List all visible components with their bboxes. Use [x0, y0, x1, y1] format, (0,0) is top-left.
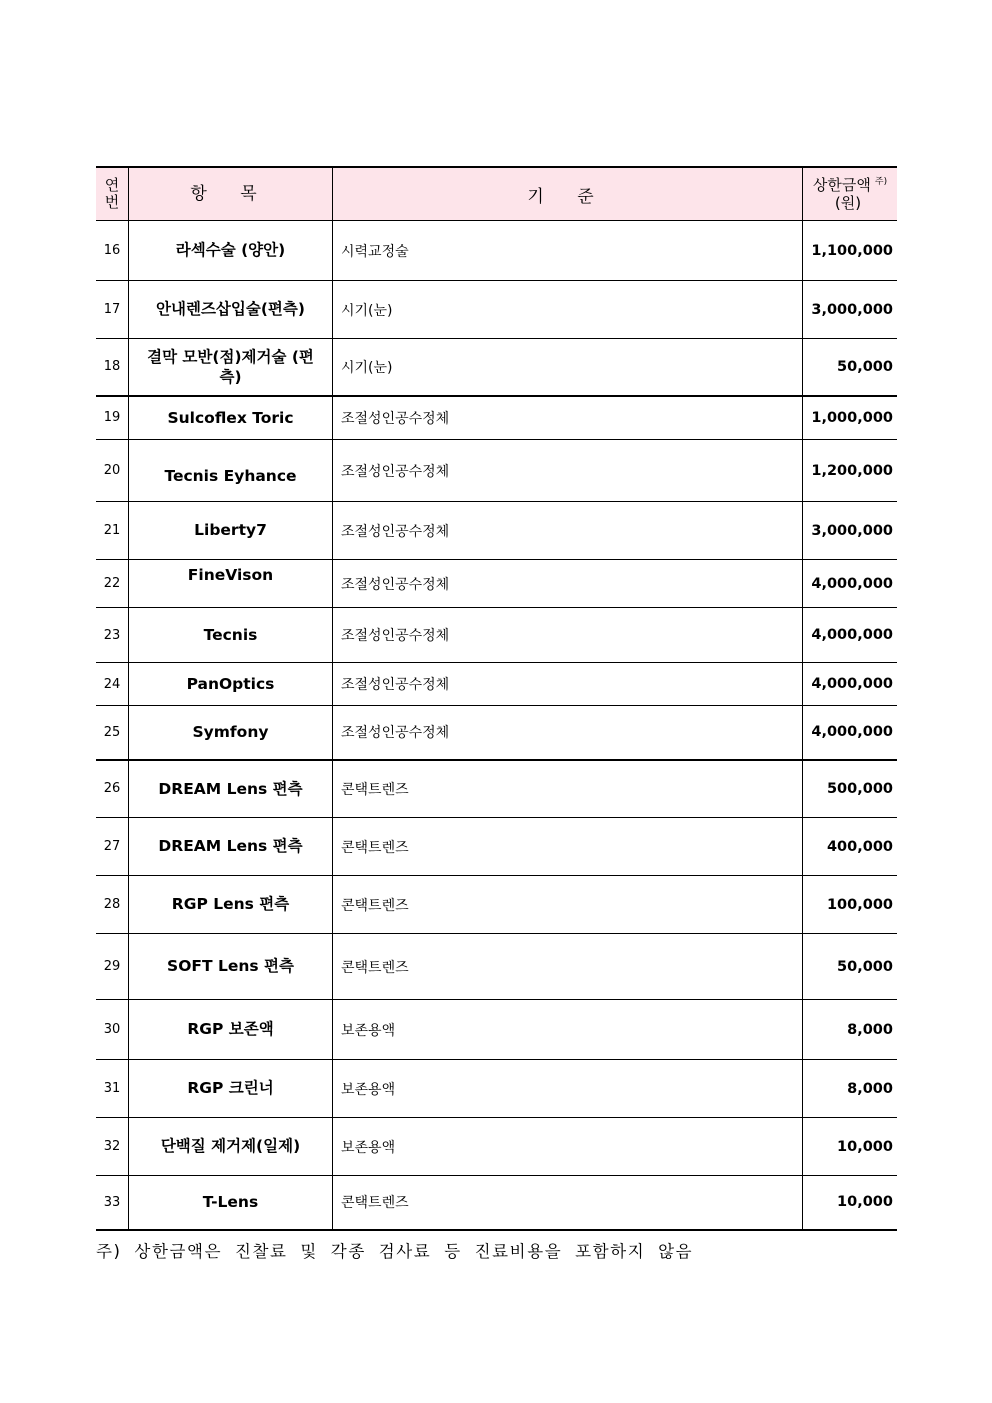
table-row — [96, 339, 897, 396]
row-criteria: 조절성인공수정체 — [333, 663, 803, 706]
row-criteria: 시력교정술 — [333, 221, 803, 281]
header-no: 연번 — [96, 167, 129, 221]
row-item: 라섹수술 (양안) — [129, 221, 333, 281]
row-item: FineVison — [129, 560, 333, 608]
table-row — [96, 1176, 897, 1230]
row-criteria: 보존용액 — [333, 1118, 803, 1176]
row-item: Tecnis — [129, 608, 333, 663]
row-no: 24 — [96, 663, 129, 706]
row-price: 8,000 — [803, 1000, 898, 1060]
row-no: 33 — [96, 1176, 129, 1230]
row-price: 10,000 — [803, 1176, 898, 1230]
row-price: 4,000,000 — [803, 663, 898, 706]
table-row — [96, 934, 897, 1000]
row-price: 4,000,000 — [803, 706, 898, 760]
row-no: 27 — [96, 818, 129, 876]
row-no: 30 — [96, 1000, 129, 1060]
row-criteria: 보존용액 — [333, 1060, 803, 1118]
row-price: 50,000 — [803, 339, 898, 396]
row-item: 안내렌즈삽입술(편측) — [129, 281, 333, 339]
row-no: 18 — [96, 339, 129, 396]
table-row — [96, 876, 897, 934]
row-item: 단백질 제거제(일제) — [129, 1118, 333, 1176]
row-item: RGP 크린너 — [129, 1060, 333, 1118]
row-no: 32 — [96, 1118, 129, 1176]
header-price-note-mark: 주) — [874, 177, 888, 187]
row-item: DREAM Lens 편측 — [129, 760, 333, 818]
header-price-label: 상한금액 — [812, 176, 871, 194]
price-table — [96, 166, 897, 1231]
row-criteria: 시기(눈) — [333, 281, 803, 339]
header-item: 항 목 — [129, 167, 333, 221]
table-row — [96, 440, 897, 502]
row-no: 25 — [96, 706, 129, 760]
row-criteria: 콘택트렌즈 — [333, 818, 803, 876]
table-row — [96, 502, 897, 560]
row-criteria: 조절성인공수정체 — [333, 502, 803, 560]
row-price: 500,000 — [803, 760, 898, 818]
row-criteria: 조절성인공수정체 — [333, 396, 803, 440]
row-no: 28 — [96, 876, 129, 934]
row-criteria: 조절성인공수정체 — [333, 706, 803, 760]
row-criteria: 콘택트렌즈 — [333, 934, 803, 1000]
row-no: 26 — [96, 760, 129, 818]
table-row — [96, 221, 897, 281]
table-row — [96, 396, 897, 440]
row-price: 3,000,000 — [803, 502, 898, 560]
row-criteria: 콘택트렌즈 — [333, 876, 803, 934]
row-criteria: 콘택트렌즈 — [333, 760, 803, 818]
row-item: SOFT Lens 편측 — [129, 934, 333, 1000]
row-item: Symfony — [129, 706, 333, 760]
row-criteria: 시기(눈) — [333, 339, 803, 396]
row-price: 4,000,000 — [803, 560, 898, 608]
row-no: 23 — [96, 608, 129, 663]
row-criteria: 조절성인공수정체 — [333, 560, 803, 608]
footnote: 주) 상한금액은 진찰료 및 각종 검사료 등 진료비용을 포함하지 않음 — [96, 1242, 694, 1261]
row-item: Tecnis Eyhance — [129, 440, 333, 502]
row-item: T-Lens — [129, 1176, 333, 1230]
table-row — [96, 706, 897, 760]
row-no: 17 — [96, 281, 129, 339]
row-price: 1,100,000 — [803, 221, 898, 281]
table-row — [96, 608, 897, 663]
table-row — [96, 560, 897, 608]
row-price: 8,000 — [803, 1060, 898, 1118]
row-item: RGP Lens 편측 — [129, 876, 333, 934]
row-price: 50,000 — [803, 934, 898, 1000]
row-criteria: 조절성인공수정체 — [333, 608, 803, 663]
row-item: RGP 보존액 — [129, 1000, 333, 1060]
row-price: 100,000 — [803, 876, 898, 934]
row-no: 16 — [96, 221, 129, 281]
row-price: 1,000,000 — [803, 396, 898, 440]
table-row — [96, 760, 897, 818]
row-item: Liberty7 — [129, 502, 333, 560]
row-no: 20 — [96, 440, 129, 502]
row-criteria: 조절성인공수정체 — [333, 440, 803, 502]
row-item: PanOptics — [129, 663, 333, 706]
header-criteria: 기 준 — [333, 167, 803, 221]
row-no: 29 — [96, 934, 129, 1000]
table-row — [96, 1000, 897, 1060]
row-no: 21 — [96, 502, 129, 560]
table-row — [96, 1060, 897, 1118]
row-item: DREAM Lens 편측 — [129, 818, 333, 876]
table-row — [96, 281, 897, 339]
row-price: 400,000 — [803, 818, 898, 876]
table-row — [96, 818, 897, 876]
row-no: 31 — [96, 1060, 129, 1118]
table-row — [96, 1118, 897, 1176]
row-price: 1,200,000 — [803, 440, 898, 502]
header-price — [803, 167, 898, 221]
row-price: 4,000,000 — [803, 608, 898, 663]
header-price-unit: (원) — [834, 194, 862, 212]
row-criteria: 콘택트렌즈 — [333, 1176, 803, 1230]
row-price: 3,000,000 — [803, 281, 898, 339]
row-item: Sulcoflex Toric — [129, 396, 333, 440]
row-item: 결막 모반(점)제거술 (편측) — [129, 339, 333, 396]
row-price: 10,000 — [803, 1118, 898, 1176]
row-no: 22 — [96, 560, 129, 608]
row-criteria: 보존용액 — [333, 1000, 803, 1060]
table-header-row — [96, 167, 897, 221]
table-row — [96, 663, 897, 706]
row-no: 19 — [96, 396, 129, 440]
